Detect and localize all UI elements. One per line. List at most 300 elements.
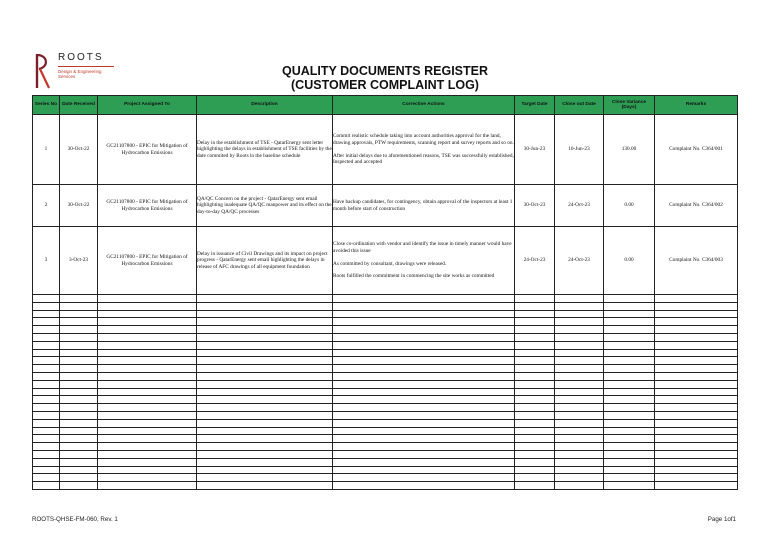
blank-cell bbox=[604, 443, 655, 451]
blank-cell bbox=[197, 310, 333, 318]
blank-cell bbox=[60, 474, 98, 482]
blank-cell bbox=[655, 443, 738, 451]
series-no-cell: 1 bbox=[33, 115, 60, 185]
logo-name: ROOTS bbox=[58, 52, 104, 63]
variance-cell: 0.00 bbox=[604, 227, 655, 295]
blank-cell bbox=[604, 333, 655, 341]
blank-cell bbox=[98, 482, 197, 490]
blank-cell bbox=[333, 404, 515, 412]
blank-cell bbox=[197, 302, 333, 310]
blank-cell bbox=[604, 396, 655, 404]
blank-cell bbox=[655, 380, 738, 388]
blank-cell bbox=[655, 357, 738, 365]
blank-cell bbox=[33, 411, 60, 419]
blank-cell bbox=[98, 404, 197, 412]
blank-cell bbox=[555, 411, 604, 419]
target-date-cell: 30-Oct-23 bbox=[515, 185, 555, 227]
blank-cell bbox=[333, 474, 515, 482]
blank-cell bbox=[60, 450, 98, 458]
blank-cell bbox=[604, 450, 655, 458]
variance-cell: 0.00 bbox=[604, 185, 655, 227]
blank-cell bbox=[604, 458, 655, 466]
blank-cell bbox=[515, 450, 555, 458]
blank-cell bbox=[515, 372, 555, 380]
blank-cell bbox=[98, 333, 197, 341]
blank-table-row bbox=[33, 466, 738, 474]
blank-table-row bbox=[33, 396, 738, 404]
blank-cell bbox=[333, 443, 515, 451]
blank-cell bbox=[555, 482, 604, 490]
blank-table-row bbox=[33, 310, 738, 318]
blank-cell bbox=[555, 380, 604, 388]
blank-cell bbox=[60, 333, 98, 341]
blank-cell bbox=[655, 427, 738, 435]
blank-cell bbox=[333, 419, 515, 427]
blank-cell bbox=[655, 349, 738, 357]
blank-cell bbox=[60, 302, 98, 310]
blank-cell bbox=[515, 419, 555, 427]
blank-cell bbox=[333, 349, 515, 357]
blank-cell bbox=[197, 427, 333, 435]
target-date-cell: 24-Oct-23 bbox=[515, 227, 555, 295]
date-received-cell: 30-Oct-22 bbox=[60, 185, 98, 227]
blank-cell bbox=[333, 435, 515, 443]
blank-cell bbox=[33, 349, 60, 357]
blank-cell bbox=[555, 326, 604, 334]
blank-table-row bbox=[33, 365, 738, 373]
close-out-date-cell: 24-Oct-23 bbox=[555, 227, 604, 295]
blank-cell bbox=[98, 372, 197, 380]
blank-cell bbox=[333, 326, 515, 334]
blank-cell bbox=[555, 435, 604, 443]
blank-table-row bbox=[33, 372, 738, 380]
blank-cell bbox=[98, 310, 197, 318]
blank-cell bbox=[604, 474, 655, 482]
blank-cell bbox=[60, 404, 98, 412]
blank-cell bbox=[98, 357, 197, 365]
column-header: Target Date bbox=[515, 96, 555, 115]
blank-cell bbox=[555, 466, 604, 474]
blank-cell bbox=[333, 295, 515, 303]
blank-table-row bbox=[33, 380, 738, 388]
logo-subtitle: Design & Engineering Services bbox=[58, 69, 102, 79]
blank-table-row bbox=[33, 458, 738, 466]
blank-cell bbox=[197, 450, 333, 458]
blank-cell bbox=[555, 388, 604, 396]
corrective-actions-cell bbox=[333, 185, 515, 227]
blank-cell bbox=[60, 466, 98, 474]
blank-cell bbox=[197, 318, 333, 326]
blank-cell bbox=[515, 388, 555, 396]
blank-cell bbox=[98, 474, 197, 482]
close-out-date-cell: 24-Oct-23 bbox=[555, 185, 604, 227]
column-header: Date Received bbox=[60, 96, 98, 115]
blank-cell bbox=[515, 427, 555, 435]
blank-table-row bbox=[33, 419, 738, 427]
blank-cell bbox=[655, 419, 738, 427]
blank-cell bbox=[33, 443, 60, 451]
blank-cell bbox=[98, 419, 197, 427]
document-title bbox=[250, 64, 520, 92]
blank-cell bbox=[33, 333, 60, 341]
blank-cell bbox=[333, 411, 515, 419]
blank-cell bbox=[197, 443, 333, 451]
corrective-action-text: Close co-ordination with vendor and identify the issue in timely manner would have avoided this issue bbox=[333, 241, 512, 254]
blank-cell bbox=[515, 333, 555, 341]
blank-cell bbox=[604, 310, 655, 318]
remarks-cell: Complaint No. C364/001 bbox=[655, 115, 738, 185]
blank-cell bbox=[604, 388, 655, 396]
date-received-cell: 30-Oct-22 bbox=[60, 115, 98, 185]
description-cell: Delay in issuance of Civil Drawings and its impact on project progress - QatarEnergy sent email highlighting the delays in release of AFC drawings of all equipment foundation bbox=[197, 227, 333, 295]
blank-cell bbox=[60, 435, 98, 443]
blank-cell bbox=[197, 365, 333, 373]
blank-cell bbox=[333, 333, 515, 341]
blank-cell bbox=[98, 341, 197, 349]
blank-cell bbox=[197, 466, 333, 474]
blank-cell bbox=[197, 388, 333, 396]
blank-cell bbox=[515, 380, 555, 388]
blank-cell bbox=[33, 450, 60, 458]
blank-cell bbox=[655, 466, 738, 474]
blank-cell bbox=[197, 411, 333, 419]
project-cell: GC21107800 - EPIC for Mitigation of Hydrocarbon Emissions bbox=[98, 227, 197, 295]
blank-cell bbox=[33, 435, 60, 443]
blank-cell bbox=[555, 450, 604, 458]
blank-cell bbox=[655, 372, 738, 380]
blank-cell bbox=[33, 295, 60, 303]
blank-cell bbox=[197, 435, 333, 443]
blank-cell bbox=[555, 458, 604, 466]
blank-cell bbox=[655, 333, 738, 341]
blank-cell bbox=[197, 333, 333, 341]
blank-cell bbox=[60, 318, 98, 326]
blank-cell bbox=[60, 365, 98, 373]
blank-cell bbox=[33, 302, 60, 310]
blank-cell bbox=[197, 482, 333, 490]
corrective-action-text: After initial delays due to aforementioned reasons, TSE was successfully established, Inspected and accepted bbox=[333, 152, 514, 166]
blank-cell bbox=[33, 404, 60, 412]
blank-cell bbox=[33, 372, 60, 380]
column-header: Remarks bbox=[655, 96, 738, 115]
blank-cell bbox=[604, 326, 655, 334]
blank-cell bbox=[604, 411, 655, 419]
blank-cell bbox=[333, 365, 515, 373]
date-received-cell: 3-Oct-23 bbox=[60, 227, 98, 295]
corrective-action-text: Have backup candidates, for contingency, obtain approval of the inspectors at least 1 month before start of construction bbox=[333, 198, 513, 212]
blank-cell bbox=[98, 326, 197, 334]
blank-cell bbox=[333, 466, 515, 474]
series-no-cell: 2 bbox=[33, 185, 60, 227]
table-row bbox=[33, 185, 738, 227]
blank-cell bbox=[197, 341, 333, 349]
blank-table-row bbox=[33, 357, 738, 365]
blank-cell bbox=[515, 341, 555, 349]
logo-divider bbox=[58, 66, 114, 67]
blank-cell bbox=[555, 474, 604, 482]
blank-cell bbox=[515, 365, 555, 373]
blank-cell bbox=[555, 333, 604, 341]
blank-cell bbox=[604, 427, 655, 435]
blank-cell bbox=[333, 302, 515, 310]
corrective-actions-cell bbox=[333, 227, 515, 295]
remarks-cell: Complaint No. C364/003 bbox=[655, 227, 738, 295]
blank-cell bbox=[98, 380, 197, 388]
blank-cell bbox=[555, 341, 604, 349]
blank-cell bbox=[604, 380, 655, 388]
blank-cell bbox=[333, 341, 515, 349]
blank-table-row bbox=[33, 404, 738, 412]
blank-cell bbox=[515, 302, 555, 310]
blank-cell bbox=[33, 318, 60, 326]
blank-cell bbox=[655, 388, 738, 396]
blank-cell bbox=[197, 474, 333, 482]
blank-table-row bbox=[33, 474, 738, 482]
blank-cell bbox=[60, 380, 98, 388]
blank-cell bbox=[515, 396, 555, 404]
blank-cell bbox=[333, 318, 515, 326]
project-cell: GC21107800 - EPIC for Mitigation of Hydrocarbon Emissions bbox=[98, 115, 197, 185]
column-header: Project Assigned To bbox=[98, 96, 197, 115]
blank-cell bbox=[333, 310, 515, 318]
title-line-2: (CUSTOMER COMPLAINT LOG) bbox=[291, 78, 479, 92]
blank-cell bbox=[604, 302, 655, 310]
complaint-register-table bbox=[32, 95, 738, 490]
blank-cell bbox=[197, 372, 333, 380]
table-row bbox=[33, 115, 738, 185]
blank-cell bbox=[333, 357, 515, 365]
blank-cell bbox=[197, 326, 333, 334]
blank-cell bbox=[333, 372, 515, 380]
blank-cell bbox=[604, 295, 655, 303]
blank-cell bbox=[555, 310, 604, 318]
blank-cell bbox=[655, 450, 738, 458]
description-cell: Delay in the establishment of TSE - QatarEnergy sent letter highlighting the delays in establishment of TSE facilities by the date commited by Roots in the baseline schedule bbox=[197, 115, 333, 185]
blank-cell bbox=[333, 450, 515, 458]
blank-cell bbox=[655, 326, 738, 334]
blank-cell bbox=[604, 482, 655, 490]
blank-cell bbox=[60, 349, 98, 357]
blank-cell bbox=[604, 404, 655, 412]
roots-logo-mark-icon bbox=[34, 52, 52, 90]
blank-cell bbox=[197, 380, 333, 388]
blank-cell bbox=[655, 396, 738, 404]
company-logo bbox=[34, 50, 114, 92]
blank-cell bbox=[98, 396, 197, 404]
blank-cell bbox=[555, 372, 604, 380]
blank-cell bbox=[197, 404, 333, 412]
blank-table-row bbox=[33, 450, 738, 458]
form-reference: ROOTS-QHSE-FM-060, Rev. 1 bbox=[32, 516, 118, 523]
blank-table-row bbox=[33, 435, 738, 443]
blank-table-row bbox=[33, 411, 738, 419]
blank-cell bbox=[98, 365, 197, 373]
blank-cell bbox=[655, 474, 738, 482]
blank-cell bbox=[515, 474, 555, 482]
blank-cell bbox=[33, 326, 60, 334]
blank-cell bbox=[60, 388, 98, 396]
blank-cell bbox=[515, 458, 555, 466]
blank-cell bbox=[515, 295, 555, 303]
blank-cell bbox=[60, 482, 98, 490]
table-header-row bbox=[33, 96, 738, 115]
blank-cell bbox=[98, 427, 197, 435]
blank-cell bbox=[60, 427, 98, 435]
blank-cell bbox=[655, 302, 738, 310]
corrective-action-text: As committed by consultant, drawings were released. bbox=[333, 260, 447, 267]
blank-cell bbox=[555, 302, 604, 310]
blank-cell bbox=[33, 466, 60, 474]
blank-cell bbox=[33, 310, 60, 318]
blank-cell bbox=[98, 302, 197, 310]
blank-cell bbox=[197, 349, 333, 357]
blank-table-row bbox=[33, 443, 738, 451]
blank-cell bbox=[604, 435, 655, 443]
blank-cell bbox=[197, 295, 333, 303]
blank-cell bbox=[98, 388, 197, 396]
blank-cell bbox=[515, 466, 555, 474]
blank-cell bbox=[333, 458, 515, 466]
blank-cell bbox=[515, 357, 555, 365]
blank-cell bbox=[555, 295, 604, 303]
column-header: Close out Date bbox=[555, 96, 604, 115]
blank-cell bbox=[33, 365, 60, 373]
blank-cell bbox=[33, 357, 60, 365]
blank-cell bbox=[655, 318, 738, 326]
blank-table-row bbox=[33, 295, 738, 303]
table-row bbox=[33, 227, 738, 295]
blank-cell bbox=[33, 396, 60, 404]
blank-cell bbox=[197, 458, 333, 466]
blank-cell bbox=[60, 419, 98, 427]
series-no-cell: 3 bbox=[33, 227, 60, 295]
blank-table-row bbox=[33, 349, 738, 357]
blank-cell bbox=[60, 458, 98, 466]
blank-cell bbox=[604, 357, 655, 365]
remarks-cell: Complaint No. C364/002 bbox=[655, 185, 738, 227]
blank-cell bbox=[515, 443, 555, 451]
blank-cell bbox=[333, 380, 515, 388]
corrective-action-text: Roots fulfilled the commitment in commencing the site works as committed bbox=[333, 273, 495, 280]
column-header: Series No bbox=[33, 96, 60, 115]
blank-cell bbox=[98, 443, 197, 451]
blank-cell bbox=[60, 411, 98, 419]
blank-cell bbox=[333, 396, 515, 404]
blank-cell bbox=[60, 310, 98, 318]
blank-cell bbox=[60, 396, 98, 404]
blank-table-row bbox=[33, 302, 738, 310]
blank-cell bbox=[655, 482, 738, 490]
blank-cell bbox=[515, 482, 555, 490]
blank-cell bbox=[515, 435, 555, 443]
blank-cell bbox=[98, 295, 197, 303]
blank-cell bbox=[515, 411, 555, 419]
blank-cell bbox=[555, 404, 604, 412]
blank-cell bbox=[33, 341, 60, 349]
blank-table-row bbox=[33, 427, 738, 435]
title-line-1: QUALITY DOCUMENTS REGISTER bbox=[281, 64, 489, 78]
blank-cell bbox=[33, 427, 60, 435]
blank-cell bbox=[555, 357, 604, 365]
blank-cell bbox=[515, 404, 555, 412]
blank-cell bbox=[604, 318, 655, 326]
blank-cell bbox=[333, 388, 515, 396]
page-number: Page 1of1 bbox=[707, 516, 736, 523]
blank-cell bbox=[604, 365, 655, 373]
blank-cell bbox=[333, 427, 515, 435]
project-cell: GC21107800 - EPIC for Mitigation of Hydrocarbon Emissions bbox=[98, 185, 197, 227]
blank-table-row bbox=[33, 333, 738, 341]
blank-cell bbox=[555, 427, 604, 435]
blank-cell bbox=[197, 396, 333, 404]
blank-cell bbox=[60, 443, 98, 451]
blank-table-row bbox=[33, 318, 738, 326]
blank-cell bbox=[98, 450, 197, 458]
column-header: Corrective Actions bbox=[333, 96, 515, 115]
blank-cell bbox=[555, 318, 604, 326]
column-header: Description bbox=[197, 96, 333, 115]
blank-cell bbox=[655, 458, 738, 466]
blank-cell bbox=[98, 466, 197, 474]
blank-table-row bbox=[33, 482, 738, 490]
blank-table-row bbox=[33, 388, 738, 396]
blank-cell bbox=[333, 482, 515, 490]
description-cell: QA/QC Concern on the project - QatarEnergy sent email highlighting inadequate QA/QC manpower and its effect on the day-to-day QA/QC processes bbox=[197, 185, 333, 227]
target-date-cell: 30-Jun-23 bbox=[515, 115, 555, 185]
blank-cell bbox=[60, 341, 98, 349]
blank-cell bbox=[60, 295, 98, 303]
blank-cell bbox=[197, 357, 333, 365]
blank-cell bbox=[655, 435, 738, 443]
blank-cell bbox=[655, 365, 738, 373]
close-out-date-cell: 10-Jun-23 bbox=[555, 115, 604, 185]
blank-cell bbox=[515, 349, 555, 357]
blank-table-row bbox=[33, 341, 738, 349]
blank-cell bbox=[655, 295, 738, 303]
blank-cell bbox=[33, 482, 60, 490]
blank-cell bbox=[60, 372, 98, 380]
blank-cell bbox=[197, 419, 333, 427]
blank-cell bbox=[604, 372, 655, 380]
blank-cell bbox=[98, 458, 197, 466]
blank-cell bbox=[604, 349, 655, 357]
blank-cell bbox=[33, 380, 60, 388]
blank-cell bbox=[655, 404, 738, 412]
blank-cell bbox=[98, 435, 197, 443]
column-header: Close Variance (Days) bbox=[604, 96, 655, 115]
blank-cell bbox=[655, 341, 738, 349]
blank-cell bbox=[98, 318, 197, 326]
blank-cell bbox=[604, 419, 655, 427]
blank-cell bbox=[98, 411, 197, 419]
blank-cell bbox=[555, 396, 604, 404]
blank-cell bbox=[604, 466, 655, 474]
blank-cell bbox=[33, 419, 60, 427]
variance-cell: 130.00 bbox=[604, 115, 655, 185]
blank-cell bbox=[555, 419, 604, 427]
blank-cell bbox=[555, 349, 604, 357]
blank-cell bbox=[515, 310, 555, 318]
blank-cell bbox=[655, 411, 738, 419]
blank-cell bbox=[555, 365, 604, 373]
blank-cell bbox=[98, 349, 197, 357]
corrective-actions-cell bbox=[333, 115, 515, 185]
blank-table-row bbox=[33, 326, 738, 334]
corrective-action-text: Commit realistic schedule taking into account authorities approval for the land, drawing approvals, PTW requirements, scanning report and survey reports and so on. bbox=[333, 133, 514, 146]
blank-cell bbox=[515, 318, 555, 326]
blank-cell bbox=[60, 326, 98, 334]
blank-cell bbox=[515, 326, 555, 334]
